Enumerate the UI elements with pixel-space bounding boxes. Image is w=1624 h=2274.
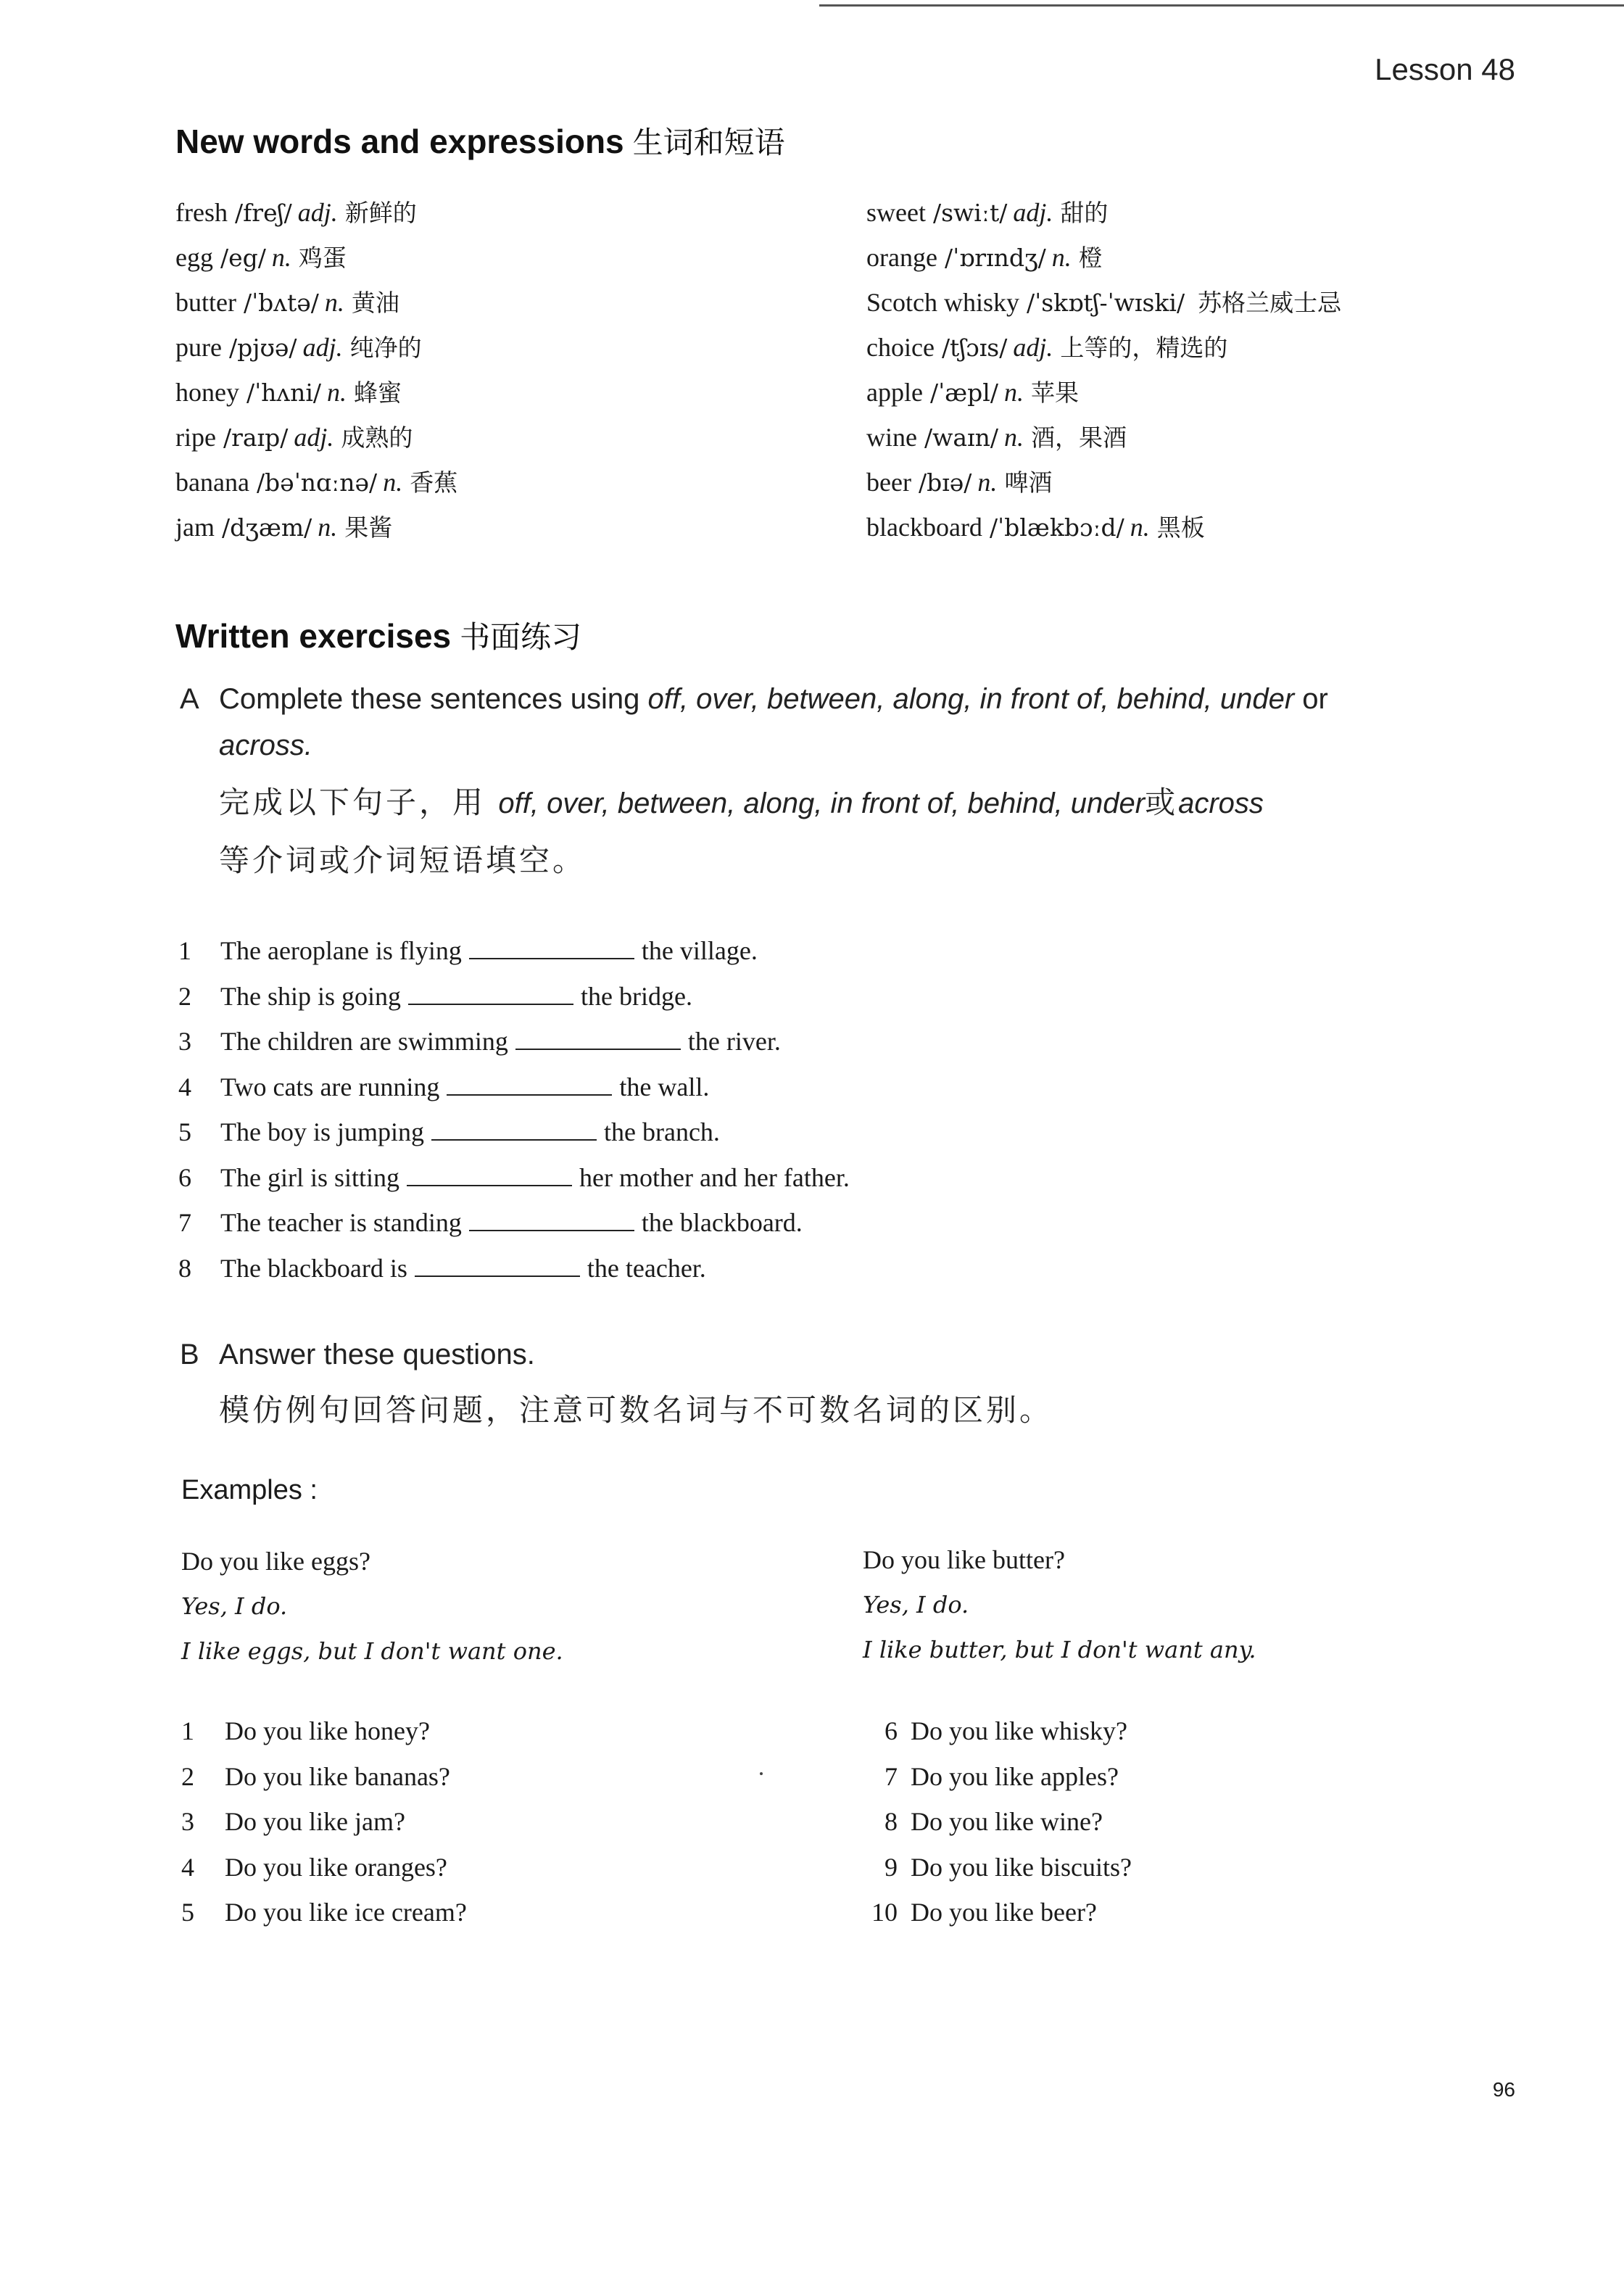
question-item: 5 Do you like ice cream? bbox=[181, 1898, 467, 1927]
vocab-item: egg /eg/ n. 鸡蛋 bbox=[175, 243, 347, 272]
new-words-heading bbox=[175, 119, 785, 162]
example-answer: Yes, I do. bbox=[863, 1591, 969, 1618]
example-answer: I like butter, but I don't want any. bbox=[863, 1636, 1256, 1663]
vocab-item: honey /ˈhʌni/ n. 蜂蜜 bbox=[175, 378, 402, 407]
vocab-item: pure /pjʊə/ adj. 纯净的 bbox=[175, 333, 422, 362]
answer-blank[interactable] bbox=[515, 1030, 681, 1050]
vocab-item: blackboard /ˈblækbɔːd/ n. 黑板 bbox=[866, 513, 1205, 542]
page-number: 96 bbox=[1492, 2078, 1515, 2101]
exercise-b-instruction: B Answer these questions. bbox=[180, 1339, 535, 1370]
vocab-item: apple /ˈæpl/ n. 苹果 bbox=[866, 378, 1079, 407]
top-rule bbox=[819, 4, 1624, 7]
answer-blank[interactable] bbox=[431, 1120, 597, 1141]
new-words-title: New words and expressions bbox=[175, 123, 624, 160]
lesson-label: Lesson 48 bbox=[1375, 52, 1515, 86]
scan-speck bbox=[760, 1772, 763, 1775]
example-right bbox=[863, 1537, 1515, 1672]
exercise-a-instruction: A Complete these sentences using off, over, between, along, in front of, behind, under or bbox=[180, 683, 1328, 715]
answer-blank[interactable] bbox=[407, 1166, 572, 1186]
example-answer: Yes, I do. bbox=[181, 1592, 288, 1620]
sentence-item: 6 The girl is sitting her mother and her father. bbox=[178, 1162, 850, 1192]
question-item: 9 Do you like biscuits? bbox=[884, 1852, 1132, 1882]
sentence-item: 8 The blackboard is the teacher. bbox=[178, 1253, 706, 1283]
exercise-b-letter: B bbox=[180, 1339, 199, 1370]
question-item: 7 Do you like apples? bbox=[884, 1761, 1119, 1791]
vocab-item: banana /bəˈnɑːnə/ n. 香蕉 bbox=[175, 468, 458, 497]
exercise-a-letter: A bbox=[180, 683, 199, 715]
vocab-list-left bbox=[175, 190, 828, 550]
vocab-item: wine /waɪn/ n. 酒，果酒 bbox=[866, 423, 1127, 452]
example-question: Do you like eggs? bbox=[181, 1547, 370, 1576]
vocab-item: choice /tʃɔɪs/ adj. 上等的，精选的 bbox=[866, 333, 1228, 362]
vocab-item: ripe /raɪp/ adj. 成熟的 bbox=[175, 423, 413, 452]
question-item: 4 Do you like oranges? bbox=[181, 1852, 447, 1882]
sentence-item: 1 The aeroplane is flying the village. bbox=[178, 936, 758, 965]
vocab-item: butter /ˈbʌtə/ n. 黄油 bbox=[175, 288, 399, 317]
questions-right bbox=[853, 1708, 1132, 1935]
question-item: 8 Do you like wine? bbox=[884, 1807, 1103, 1836]
vocab-item: jam /dʒæm/ n. 果酱 bbox=[175, 513, 393, 542]
exercise-a-zh-line2: 等介词或介词短语填空。 bbox=[219, 843, 587, 878]
sentence-item: 3 The children are swimming the river. bbox=[178, 1027, 781, 1056]
sentence-item: 2 The ship is going the bridge. bbox=[178, 981, 692, 1011]
answer-blank[interactable] bbox=[408, 985, 573, 1005]
example-answer: I like eggs, but I don't want one. bbox=[181, 1637, 563, 1665]
sentence-item: 5 The boy is jumping the branch. bbox=[178, 1117, 720, 1146]
vocab-item: fresh /freʃ/ adj. 新鲜的 bbox=[175, 198, 417, 227]
question-item: 1 Do you like honey? bbox=[181, 1716, 430, 1745]
question-item: 3 Do you like jam? bbox=[181, 1807, 405, 1836]
questions-left bbox=[181, 1708, 467, 1935]
answer-blank[interactable] bbox=[469, 1211, 634, 1231]
sentence-item: 7 The teacher is standing the blackboard. bbox=[178, 1208, 803, 1237]
exercise-a-zh-line1: 完成以下句子，用 off, over, between, along, in front of, behind, under或across bbox=[219, 785, 1264, 820]
vocab-item: Scotch whisky /ˈskɒtʃ-ˈwɪski/ 苏格兰威士忌 bbox=[866, 288, 1342, 317]
answer-blank[interactable] bbox=[469, 939, 634, 959]
examples-label: Examples : bbox=[181, 1475, 318, 1505]
example-question: Do you like butter? bbox=[863, 1545, 1065, 1574]
question-item: 10 Do you like beer? bbox=[871, 1898, 1097, 1927]
question-item: 2 Do you like bananas? bbox=[181, 1761, 450, 1791]
vocab-list-right bbox=[866, 190, 1519, 550]
answer-blank[interactable] bbox=[447, 1075, 612, 1096]
written-exercises-heading bbox=[175, 613, 581, 657]
written-exercises-title-zh: 书面练习 bbox=[460, 619, 582, 655]
vocab-item: orange /ˈɒrɪndʒ/ n. 橙 bbox=[866, 243, 1103, 272]
exercise-a-instruction-cont: across. bbox=[219, 729, 312, 761]
sentence-item: 4 Two cats are running the wall. bbox=[178, 1072, 710, 1101]
example-left bbox=[181, 1539, 834, 1674]
answer-blank[interactable] bbox=[415, 1257, 580, 1277]
new-words-title-zh: 生词和短语 bbox=[632, 125, 785, 160]
exercise-a-sentences bbox=[178, 928, 850, 1291]
vocab-item: sweet /swiːt/ adj. 甜的 bbox=[866, 198, 1109, 227]
vocab-item: beer /bɪə/ n. 啤酒 bbox=[866, 468, 1053, 497]
exercise-b-zh: 模仿例句回答问题，注意可数名词与不可数名词的区别。 bbox=[219, 1392, 1053, 1428]
question-item: 6 Do you like whisky? bbox=[884, 1716, 1127, 1745]
written-exercises-title: Written exercises bbox=[175, 617, 452, 655]
